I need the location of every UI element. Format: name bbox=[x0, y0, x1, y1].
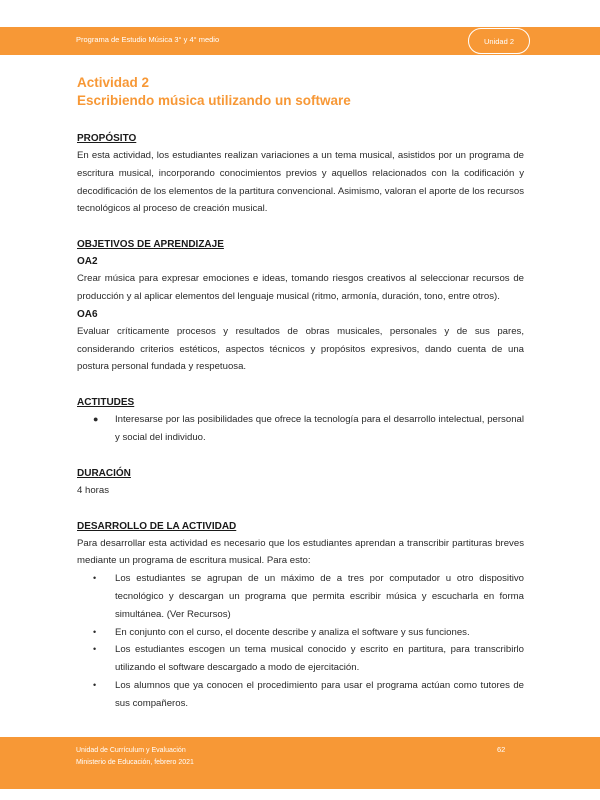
footer-unit: Unidad de Currículum y Evaluación bbox=[76, 747, 186, 754]
activity-title: Escribiendo música utilizando un software bbox=[77, 93, 351, 108]
list-item: • En conjunto con el curso, el docente describe y analiza el software y sus funciones. bbox=[77, 624, 524, 642]
oa2-text: Crear música para expresar emociones e ideas, tomando riesgos creativos al seleccionar recursos de producción y al aplicar elementos del lenguaje musical (ritmo, armonía, duración, tono, entre otros). bbox=[77, 273, 524, 302]
bullet-icon: • bbox=[93, 626, 97, 637]
proposito-text: En esta actividad, los estudiantes realizan variaciones a un tema musical, asistidos por un programa de escritura musical, incorporando conocimientos previos y aquellos relacionados con la codificación y decodificación de los elementos de la partitura convencional. Asimismo, valoran el aporte de los recursos tecnológicos al proceso de creación musical. bbox=[77, 150, 524, 215]
objetivos-heading: OBJETIVOS DE APRENDIZAJE bbox=[77, 239, 224, 251]
page-content bbox=[77, 74, 524, 713]
bullet-icon: • bbox=[93, 679, 97, 690]
footer-ministry: Ministerio de Educación, febrero 2021 bbox=[76, 758, 194, 766]
activity-number: Actividad 2 bbox=[77, 75, 150, 90]
oa2-code: OA2 bbox=[77, 256, 98, 268]
footer-credits bbox=[76, 745, 194, 768]
desarrollo-heading: DESARROLLO DE LA ACTIVIDAD bbox=[77, 520, 237, 532]
actitudes-list bbox=[77, 411, 524, 447]
oa6-code: OA6 bbox=[77, 308, 98, 320]
desarrollo-intro: Para desarrollar esta actividad es necesario que los estudiantes aprendan a transcribir partituras breves mediante un programa de escritura musical. Para esto: bbox=[77, 537, 524, 567]
list-item: ● Interesarse por las posibilidades que ofrece la tecnología para el desarrollo intelectual, personal y social del individuo. bbox=[77, 411, 524, 447]
bullet-icon: ● bbox=[93, 414, 99, 425]
duracion-value: 4 horas bbox=[77, 484, 109, 496]
header-program-title: Programa de Estudio Música 3° y 4° medio bbox=[76, 35, 220, 44]
list-item: • Los estudiantes escogen un tema musical conocido y escrito en partitura, para transcribirlo utilizando el software descargado a modo de ejercitación. bbox=[77, 641, 524, 677]
page-number: 62 bbox=[497, 745, 506, 754]
list-item: • Los estudiantes se agrupan de un máximo de a tres por computador u otro dispositivo tecnológico y descargan un programa que permita escribir música y escucharla en forma simultánea. (Ver Recursos) bbox=[77, 570, 524, 623]
bullet-icon: • bbox=[93, 573, 97, 584]
proposito-heading: PROPÓSITO bbox=[77, 133, 137, 144]
unit-badge: Unidad 2 bbox=[468, 28, 530, 54]
list-item: • Los alumnos que ya conocen el procedimiento para usar el programa actúan como tutores de sus compañeros. bbox=[77, 677, 524, 713]
desarrollo-list bbox=[77, 570, 524, 712]
actitudes-heading: ACTITUDES bbox=[77, 397, 135, 409]
duracion-heading: DURACIÓN bbox=[77, 467, 131, 479]
oa6-text: Evaluar críticamente procesos y resultados de obras musicales, personales y de sus pares, considerando criterios estéticos, aspectos técnicos y propósitos expresivos, dando cuenta de una postura personal fundada y respetuosa. bbox=[77, 325, 524, 373]
bullet-icon: • bbox=[93, 644, 97, 655]
